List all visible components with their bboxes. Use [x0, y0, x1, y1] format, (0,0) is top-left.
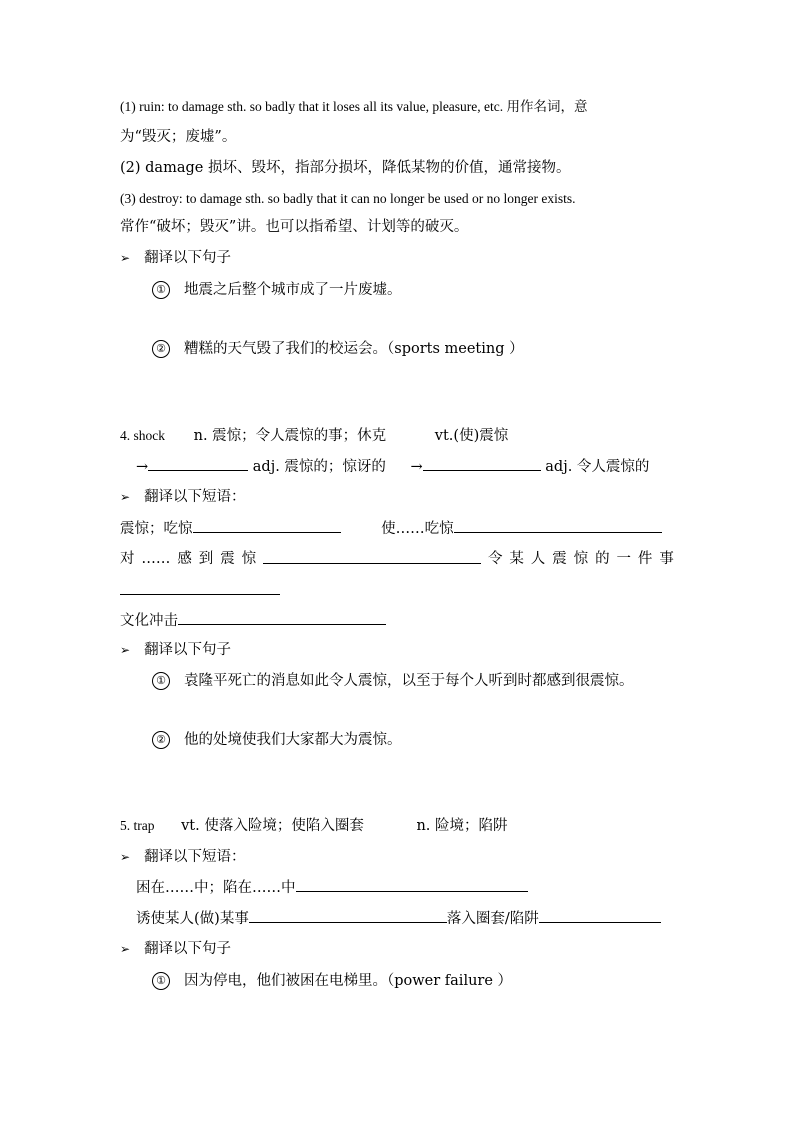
circled-number-1: ①: [152, 972, 170, 990]
answer-blank[interactable]: [120, 580, 280, 595]
ruin-definition-line2: 为“毁灭；废墟”。: [120, 129, 237, 145]
phrase-row-2-continued: [120, 580, 280, 601]
answer-blank[interactable]: [539, 908, 661, 923]
answer-blank[interactable]: [249, 908, 447, 923]
destroy-definition-line2: 常作“破坏；毁灭”讲。也可以指希望、计划等的破灭。: [120, 219, 469, 235]
phrase-row-2: 对 …… 感 到 震 惊 令 某 人 震 惊 的 一 件 事: [120, 551, 674, 567]
translate-phrases-heading: ➢ 翻译以下短语：: [120, 849, 246, 865]
translate-phrases-heading: ➢ 翻译以下短语：: [120, 489, 246, 505]
translate-sentences-heading: ➢ 翻译以下句子: [120, 250, 232, 266]
shock-derivatives: → adj. 震惊的；惊讶的 → adj. 令人震惊的: [136, 456, 649, 477]
sentence-2: ② 他的处境使我们大家都大为震惊。: [152, 730, 402, 750]
arrow-bullet-icon: ➢: [120, 490, 131, 504]
sentence-2: ② 糟糕的天气毁了我们的校运会。（sports meeting ）: [152, 339, 524, 359]
phrase-row-1: 震惊；吃惊 使……吃惊: [120, 518, 662, 539]
answer-blank[interactable]: [296, 877, 528, 892]
answer-blank[interactable]: [263, 549, 481, 564]
sentence-1: ① 因为停电，他们被困在电梯里。（power failure ）: [152, 971, 512, 991]
arrow-bullet-icon: ➢: [120, 251, 131, 265]
trap-header: 5. trap vt. 使落入险境；使陷入圈套 n. 险境；陷阱: [120, 818, 508, 834]
circled-number-1: ①: [152, 281, 170, 299]
phrase-row-1: 困在……中；陷在……中: [136, 877, 528, 898]
arrow-bullet-icon: ➢: [120, 850, 131, 864]
circled-number-1: ①: [152, 672, 170, 690]
answer-blank[interactable]: [423, 456, 541, 471]
arrow-bullet-icon: ➢: [120, 942, 131, 956]
sentence-1: ① 地震之后整个城市成了一片废墟。: [152, 280, 402, 300]
circled-number-2: ②: [152, 340, 170, 358]
shock-header: 4. shock n. 震惊；令人震惊的事；休克 vt.(使)震惊: [120, 428, 509, 444]
damage-definition: (2) damage 损坏、毁坏，指部分损坏，降低某物的价值，通常接物。: [120, 160, 571, 176]
circled-number-2: ②: [152, 731, 170, 749]
answer-blank[interactable]: [193, 518, 341, 533]
ruin-definition-line1: (1) ruin: to damage sth. so badly that it loses all its value, pleasure, etc. 用作名词，意: [120, 99, 588, 114]
answer-blank[interactable]: [178, 610, 386, 625]
answer-blank[interactable]: [454, 518, 662, 533]
phrase-row-2: 诱使某人(做)某事 落入圈套/陷阱: [136, 908, 661, 929]
sentence-1: ① 袁隆平死亡的消息如此令人震惊，以至于每个人听到时都感到很震惊。: [152, 671, 634, 691]
translate-sentences-heading: ➢ 翻译以下句子: [120, 941, 232, 957]
phrase-row-3: 文化冲击: [120, 610, 386, 631]
translate-sentences-heading: ➢ 翻译以下句子: [120, 642, 232, 658]
answer-blank[interactable]: [148, 456, 248, 471]
arrow-bullet-icon: ➢: [120, 643, 131, 657]
destroy-definition-line1: (3) destroy: to damage sth. so badly that it can no longer be used or no longer exists.: [120, 191, 576, 206]
